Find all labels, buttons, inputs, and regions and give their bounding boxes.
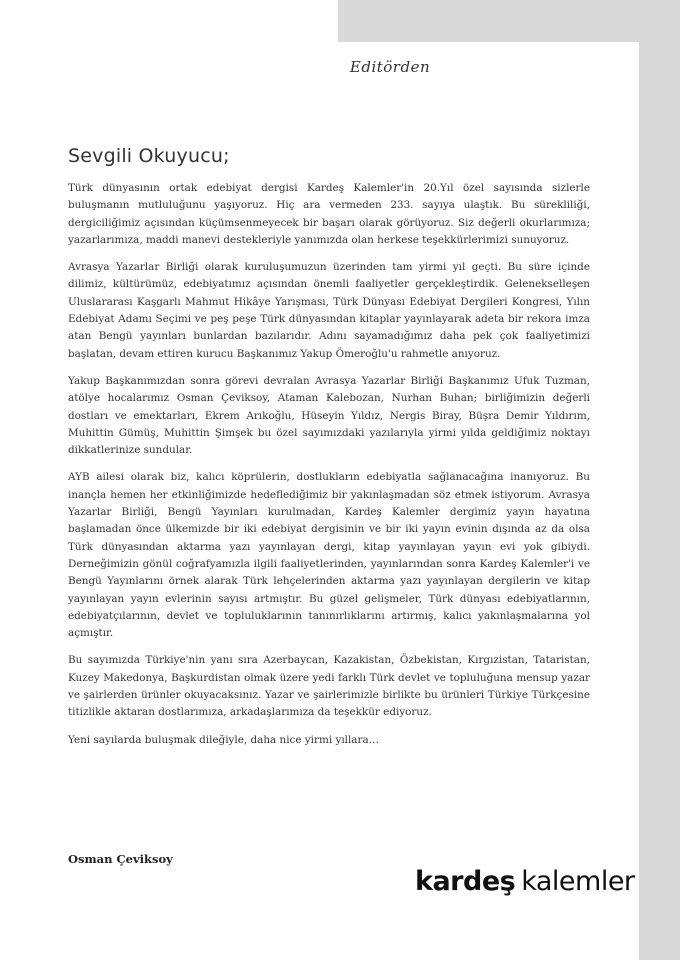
brand-logo <box>415 866 635 897</box>
paragraph-3: Yakup Başkanımızdan sonra görevi devralan Avrasya Yazarlar Birliği Başkanımız Ufuk Tuzman, atölye hocalarımız Osman Çeviksoy, Ataman Kalebozan, Nurhan Buhan; birliğimizin değerli dostları ve emektarları, Ekrem Arıkoğlu, Hüseyin Yıldız, Nergis Biray, Büşra Demir Yıldırım, Muhittin Gümüş, Muhittin Şimşek bu özel sayımızdaki yazılarıyla yirmi yılda geldiğimiz noktayı dikkatlerinize sundular. <box>68 374 590 457</box>
gray-band-right <box>639 42 680 960</box>
section-label: Editörden <box>349 58 431 76</box>
paragraph-2: Avrasya Yazarlar Birliği olarak kuruluşumuzun üzerinden tam yirmi yıl geçti. Bu süre içinde dilimiz, kültürümüz, edebiyatımız açısından önemli faaliyetler gerçekleştirdik. Gelenekselleşen Uluslararası Kaşgarlı Mahmut Hikâye Yarışması, Türk Dünyası Edebiyat Dergileri Kongresi, Yılın Edebiyat Adamı Seçimi ve peş peşe Türk dünyasından kitaplar yayınlayarak adeta bir rekora imza atan Bengü yayınları bunlardan bazılarıdır. Adını sayamadığımız daha pek çok faaliyetimizi başlatan, devam ettiren kurucu Başkanımız Yakup Ömeroğlu'u rahmetle anıyoruz. <box>68 261 590 360</box>
brand-logo-part1: kardeş <box>415 866 516 897</box>
paragraph-4: AYB ailesi olarak biz, kalıcı köprülerin, dostlukların edebiyatla sağlanacağına inanıyoruz. Bu inançla hemen her etkinliğimizde hedeflediğimiz bir yakınlaşmadan söz etmek istiyorum. Avrasya Yazarlar Birliği, Bengü Yayınları kurulmadan, Kardeş Kalemler dergimiz yayın hayatına başlamadan önce ülkemizde bir iki edebiyat dergisinin ve bir iki yayın evinin dışında az da olsa Türk dünyasından aktarma yazı yayınlayan dergi, kitap yayınlayan yayın evi yok gibiydi. Derneğimizin gönül coğrafyamızla ilgili faaliyetlerinden, yayınlarından sonra Kardeş Kalemler'i ve Bengü Yayınlarını örnek alarak Türk lehçelerinden aktarma yazı yayınlayan dergilerin ve kitap yayınlayan yayın evlerinin sayısı artmıştır. Bu güzel gelişmeler, Türk dünyası edebiyatlarının, edebiyatçılarının, devlet ve topluluklarının tanınırlıklarını artırmış, kalıcı yakınlaşmalarına yol açmıştır. <box>68 471 590 640</box>
paragraph-1: Türk dünyasının ortak edebiyat dergisi Kardeş Kalemler'in 20.Yıl özel sayısında sizlerle buluşmanın mutluluğunu yaşıyoruz. Hiç ara vermeden 233. sayıya ulaştık. Bu sürekliliği, dergiciliğimiz açısından küçümsenmeyecek bir başarı olarak görüyoruz. Siz değerli okurlarımıza; yazarlarımıza, maddi manevi destekleriyle yanımızda olan herkese teşekkürlerimizi sunuyoruz. <box>68 182 590 246</box>
letter-greeting: Sevgili Okuyucu; <box>68 145 230 167</box>
paragraph-6: Yeni sayılarda buluşmak dileğiyle, daha nice yirmi yıllara… <box>68 733 380 746</box>
signature: Osman Çeviksoy <box>68 852 173 866</box>
brand-logo-part2: kalemler <box>521 866 635 897</box>
letter-body <box>68 180 590 759</box>
gray-band-top <box>338 0 680 42</box>
paragraph-5: Bu sayımızda Türkiye'nin yanı sıra Azerbaycan, Kazakistan, Özbekistan, Kırgızistan, Tataristan, Kuzey Makedonya, Başkurdistan olmak üzere yedi farklı Türk devlet ve topluluğuna mensup yazar ve şairlerden ürünler okuyacaksınız. Yazar ve şairlerimizle birlikte bu ürünleri Türkiye Türkçesine titizlikle aktaran dostlarımıza, arkadaşlarımıza da teşekkür ediyoruz. <box>68 654 590 719</box>
